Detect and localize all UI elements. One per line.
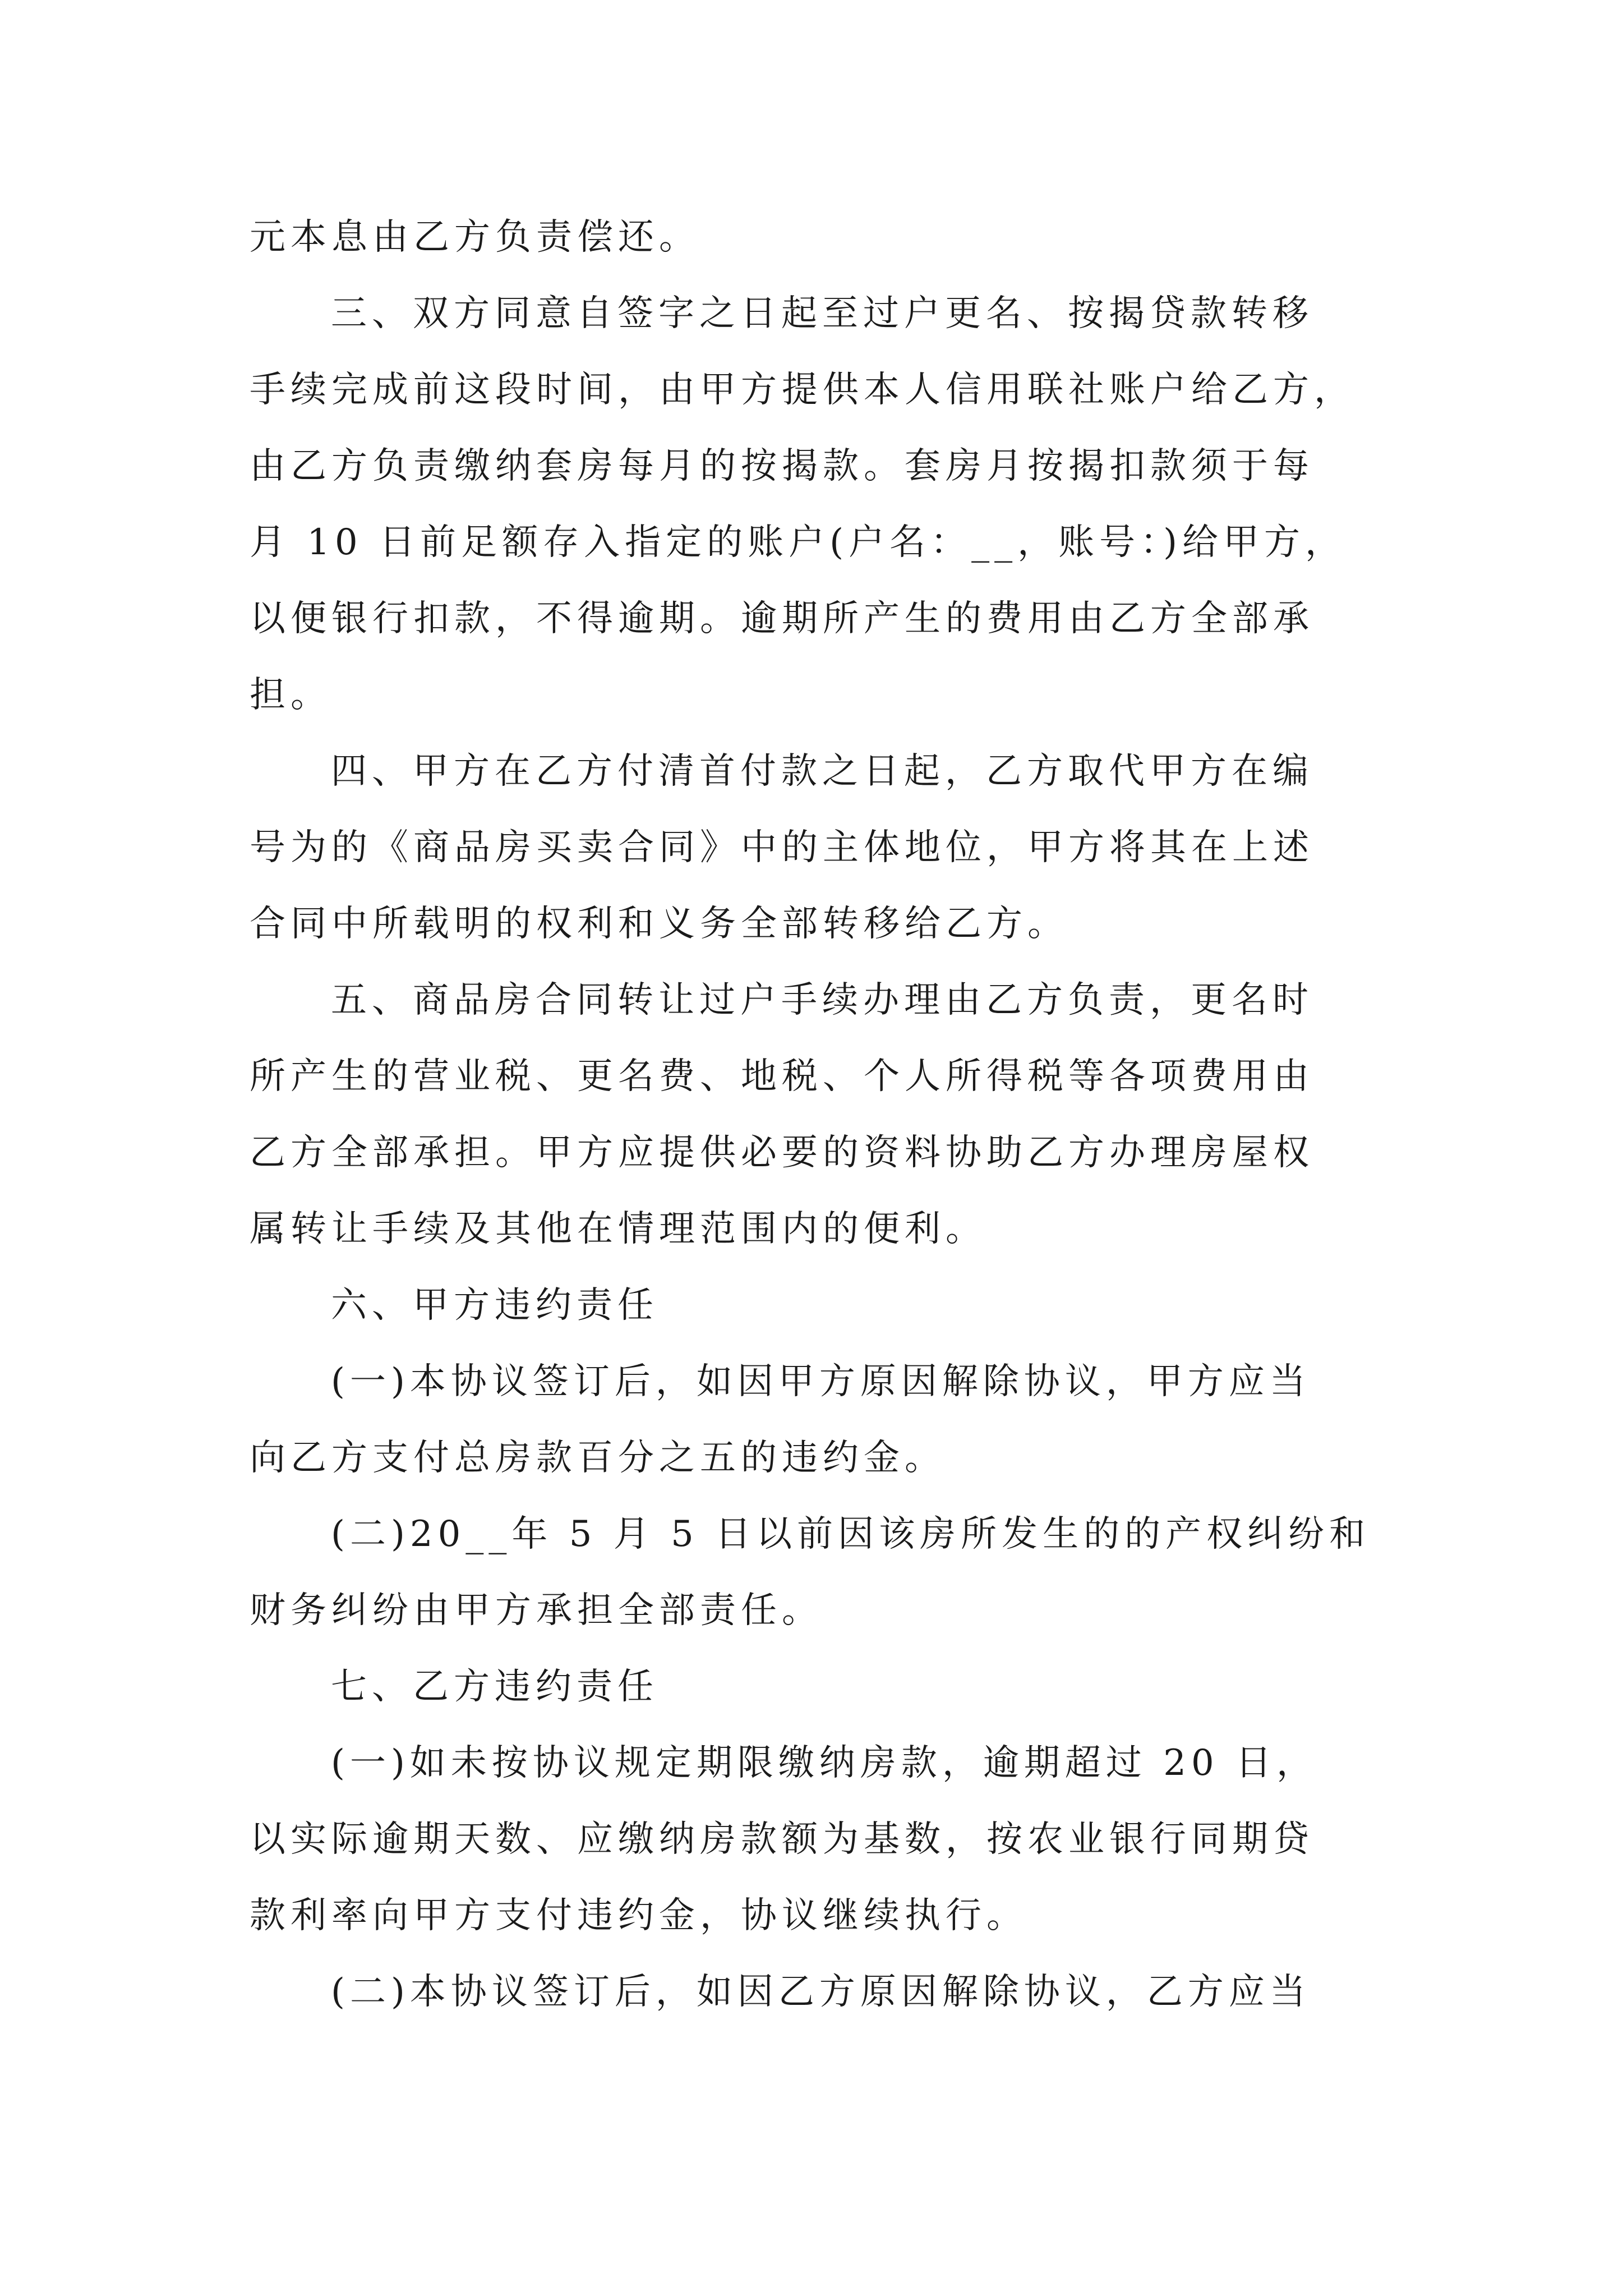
text-line: 属转让手续及其他在情理范围内的便利。: [250, 1208, 986, 1250]
clause-7-item-2-line: (二)本协议签订后，如因乙方原因解除协议，乙方应当: [331, 1971, 1311, 2013]
text-line: 担。: [250, 674, 331, 716]
text-line: 合同中所载明的权利和义务全部转移给乙方。: [250, 903, 1068, 945]
clause-4-heading-line: 四、甲方在乙方付清首付款之日起，乙方取代甲方在编: [331, 751, 1313, 792]
clause-6-heading: 六、甲方违约责任: [331, 1285, 658, 1326]
clause-5-heading-line: 五、商品房合同转让过户手续办理由乙方负责，更名时: [331, 979, 1313, 1021]
clause-6-item-1-line: (一)本协议签订后，如因甲方原因解除协议，甲方应当: [331, 1361, 1311, 1402]
clause-3-heading-line: 三、双方同意自签字之日起至过户更名、按揭贷款转移: [331, 293, 1313, 334]
text-line: 以实际逾期天数、应缴纳房款额为基数，按农业银行同期贷: [250, 1819, 1314, 1860]
text-line: 财务纠纷由甲方承担全部责任。: [250, 1590, 823, 1631]
text-line: 乙方全部承担。甲方应提供必要的资料协助乙方办理房屋权: [250, 1132, 1314, 1174]
text-line: 手续完成前这段时间，由甲方提供本人信用联社账户给乙方，: [250, 369, 1355, 411]
text-line: 月 10 日前足额存入指定的账户(户名：__，账号：)给甲方，: [250, 522, 1347, 563]
clause-6-item-2-line: (二)20__年 5 月 5 日以前因该房所发生的的产权纠纷和: [331, 1513, 1371, 1555]
text-line: 向乙方支付总房款百分之五的违约金。: [250, 1437, 946, 1479]
text-line: 元本息由乙方负责偿还。: [250, 217, 700, 258]
clause-7-item-1-line: (一)如未按协议规定期限缴纳房款，逾期超过 20 日，: [331, 1742, 1318, 1784]
text-line: 所产生的营业税、更名费、地税、个人所得税等各项费用由: [250, 1056, 1314, 1097]
text-line: 以便银行扣款，不得逾期。逾期所产生的费用由乙方全部承: [250, 598, 1314, 639]
clause-7-heading: 七、乙方违约责任: [331, 1666, 658, 1708]
text-line: 款利率向甲方支付违约金，协议继续执行。: [250, 1895, 1027, 1936]
text-line: 由乙方负责缴纳套房每月的按揭款。套房月按揭扣款须于每: [250, 445, 1314, 487]
document-body: [250, 199, 1410, 2030]
text-line: 号为的《商品房买卖合同》中的主体地位，甲方将其在上述: [250, 827, 1314, 868]
